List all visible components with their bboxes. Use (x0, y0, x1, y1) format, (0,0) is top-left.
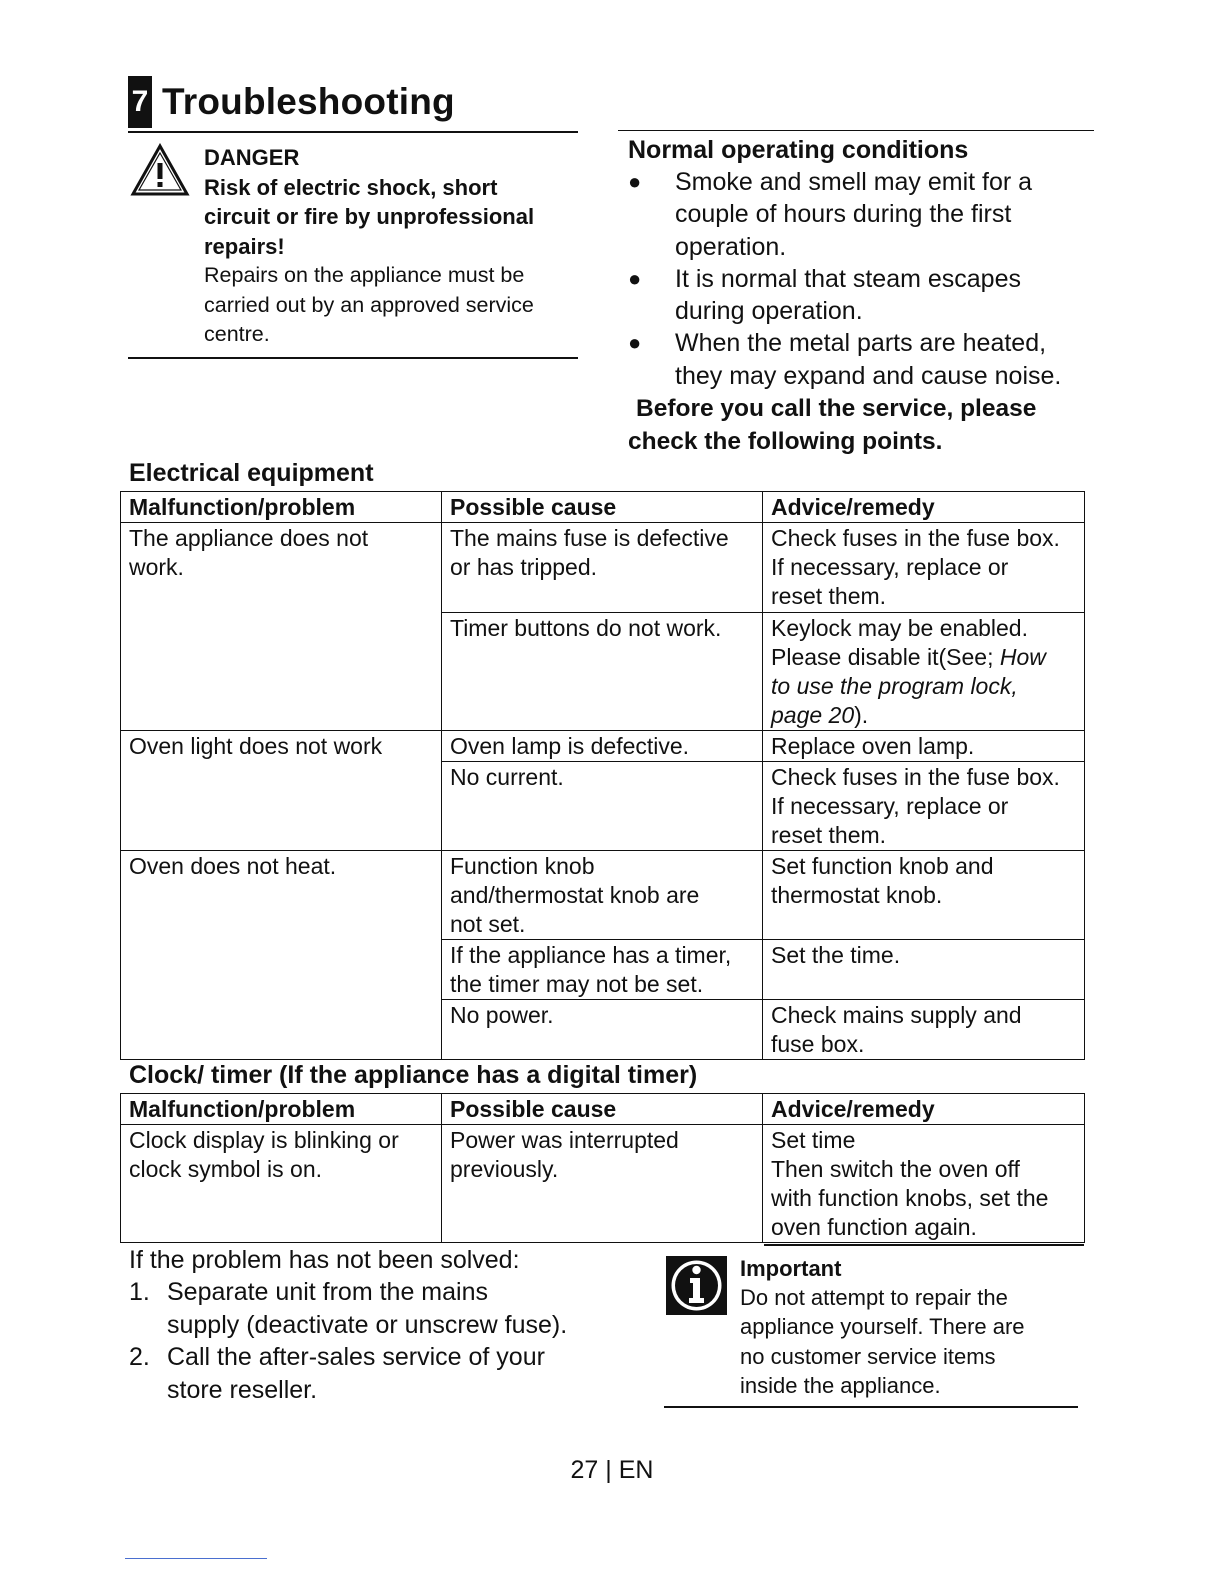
unsolved-intro: If the problem has not been solved: (129, 1246, 520, 1274)
cell-line: The appliance does not (129, 525, 369, 551)
unsolved-instructions (129, 1244, 649, 1406)
remedy-cell (763, 940, 1085, 1000)
cause-cell (442, 523, 763, 613)
page-title: Troubleshooting (162, 81, 455, 122)
danger-body-line: Repairs on the appliance must be (204, 263, 525, 287)
step-line: supply (deactivate or unscrew fuse). (167, 1310, 568, 1339)
list-item (628, 166, 1098, 263)
column-header: Possible cause (442, 492, 763, 523)
remedy-cell (763, 851, 1085, 940)
cell-text: ). (854, 702, 869, 728)
cell-line: Oven light does not work (129, 733, 383, 759)
remedy-cell (763, 731, 1085, 762)
divider (618, 130, 1094, 131)
cell-line: with function knobs, set the (771, 1185, 1049, 1211)
cell-line: Set function knob and (771, 853, 994, 879)
table-header-row (121, 492, 1085, 523)
remedy-cell (763, 1125, 1085, 1243)
conditions-list (628, 166, 1098, 392)
danger-warning-line: repairs! (204, 233, 285, 259)
cell-line: Timer buttons do not work. (450, 615, 722, 641)
remedy-cell (763, 762, 1085, 851)
problem-cell (121, 851, 442, 1060)
list-item-line: It is normal that steam escapes (675, 264, 1021, 293)
list-item-line: operation. (675, 232, 787, 261)
cell-line: No power. (450, 1002, 554, 1028)
cell-line (771, 701, 1076, 730)
cell-line: Then switch the oven off (771, 1156, 1020, 1182)
table-row (121, 731, 1085, 762)
danger-label: DANGER (204, 145, 300, 170)
cause-cell (442, 1000, 763, 1060)
cause-cell (442, 1125, 763, 1243)
danger-warning-line: circuit or fire by unprofessional (204, 204, 535, 229)
chapter-number: 7 (128, 76, 152, 128)
remedy-cell (763, 523, 1085, 613)
info-icon (666, 1256, 727, 1315)
danger-warning-line: Risk of electric shock, short (204, 174, 498, 200)
before-call-line: check the following points. (628, 428, 943, 456)
table-header-row (121, 1094, 1085, 1125)
column-header: Possible cause (442, 1094, 763, 1125)
electrical-equipment-heading: Electrical equipment (129, 459, 374, 487)
cell-line: Function knob (450, 853, 595, 879)
list-item (628, 263, 1098, 328)
danger-notice (128, 131, 578, 359)
cell-line: the timer may not be set. (450, 971, 704, 997)
cell-line: or has tripped. (450, 554, 598, 580)
bullet-icon: ● (628, 265, 642, 291)
list-item (628, 327, 1098, 392)
step-line: store reseller. (167, 1375, 318, 1404)
cell-line: If necessary, replace or (771, 793, 1009, 819)
cell-line: reset them. (771, 822, 887, 848)
cell-line: fuse box. (771, 1031, 865, 1057)
clock-troubleshooting-table (120, 1093, 1085, 1243)
list-item-line: they may expand and cause noise. (675, 361, 1062, 390)
cell-line: Keylock may be enabled. (771, 615, 1028, 641)
cell-line: Oven lamp is defective. (450, 733, 690, 759)
table-row (121, 1125, 1085, 1243)
cell-line: oven function again. (771, 1214, 977, 1240)
page-heading (128, 76, 455, 128)
cell-line: No current. (450, 764, 564, 790)
column-header: Advice/remedy (763, 492, 1085, 523)
list-item-line: during operation. (675, 297, 863, 326)
danger-body-line: carried out by an approved service (204, 292, 534, 317)
cell-line: Check mains supply and (771, 1002, 1022, 1028)
cell-line: Set the time. (771, 942, 901, 968)
list-item (129, 1341, 649, 1406)
step-line: Call the after-sales service of your (167, 1343, 545, 1372)
table-row (121, 523, 1085, 613)
list-item-line: couple of hours during the first (675, 200, 1012, 229)
column-header: Malfunction/problem (121, 492, 442, 523)
cause-cell (442, 762, 763, 851)
important-line: Do not attempt to repair the (740, 1285, 1008, 1311)
list-item-line: Smoke and smell may emit for a (675, 168, 1033, 196)
danger-body-line: centre. (204, 322, 270, 346)
cell-line: thermostat knob. (771, 882, 943, 908)
normal-operating-conditions (628, 134, 1098, 458)
cell-line: Power was interrupted (450, 1127, 679, 1153)
important-label: Important (740, 1256, 842, 1281)
bullet-icon: ● (628, 330, 642, 356)
list-item (129, 1276, 649, 1341)
cell-line: If the appliance has a timer, (450, 942, 732, 968)
table-row (121, 851, 1085, 940)
problem-cell (121, 523, 442, 731)
cell-text: Please disable it(See; (771, 644, 1000, 670)
warning-triangle-icon (130, 143, 190, 197)
cell-line: Check fuses in the fuse box. (771, 764, 1060, 790)
column-header: Advice/remedy (763, 1094, 1085, 1125)
steps-list (129, 1276, 649, 1406)
cell-line: previously. (450, 1156, 559, 1182)
cell-line: not set. (450, 911, 526, 937)
important-line: appliance yourself. There are (740, 1314, 1025, 1340)
step-number: 1. (129, 1278, 150, 1307)
section-heading: Normal operating conditions (628, 136, 969, 164)
page-number: 27 | EN (570, 1456, 654, 1484)
important-notice (664, 1246, 1078, 1408)
step-number: 2. (129, 1343, 150, 1372)
cell-line (771, 672, 1076, 701)
problem-cell (121, 731, 442, 851)
cell-line: reset them. (771, 583, 887, 609)
cause-cell (442, 731, 763, 762)
cell-line: Set time (771, 1127, 856, 1153)
cell-line: The mains fuse is defective (450, 525, 729, 551)
cell-line: clock symbol is on. (129, 1156, 323, 1182)
footer-divider (125, 1558, 267, 1559)
cell-line: and/thermostat knob are (450, 882, 700, 908)
important-line: inside the appliance. (740, 1372, 941, 1398)
before-call-note (628, 392, 1098, 458)
column-header: Malfunction/problem (121, 1094, 442, 1125)
cause-cell (442, 851, 763, 940)
cell-line (771, 643, 1076, 672)
step-line: Separate unit from the mains (167, 1278, 488, 1307)
page-reference: to use the program lock, (771, 673, 1018, 699)
cell-line: work. (129, 554, 184, 580)
danger-text (204, 143, 576, 350)
important-text (740, 1254, 1078, 1400)
remedy-cell (763, 1000, 1085, 1060)
before-call-line: Before you call the service, please (636, 395, 1037, 423)
cell-line: Replace oven lamp. (771, 733, 975, 759)
page-reference: How (999, 644, 1046, 670)
problem-cell (121, 1125, 442, 1243)
cell-line: Clock display is blinking or (129, 1127, 399, 1153)
remedy-cell (763, 613, 1085, 731)
page-reference: page 20 (771, 702, 855, 728)
list-item-line: When the metal parts are heated, (675, 329, 1047, 358)
cause-cell (442, 613, 763, 731)
important-line: no customer service items (740, 1343, 996, 1369)
electrical-troubleshooting-table (120, 491, 1085, 1060)
cell-line: Oven does not heat. (129, 853, 337, 879)
clock-timer-heading: Clock/ timer (If the appliance has a digital timer) (129, 1061, 698, 1089)
cell-line: Check fuses in the fuse box. (771, 525, 1060, 551)
bullet-icon: ● (628, 169, 642, 194)
cause-cell (442, 940, 763, 1000)
cell-line: If necessary, replace or (771, 554, 1009, 580)
